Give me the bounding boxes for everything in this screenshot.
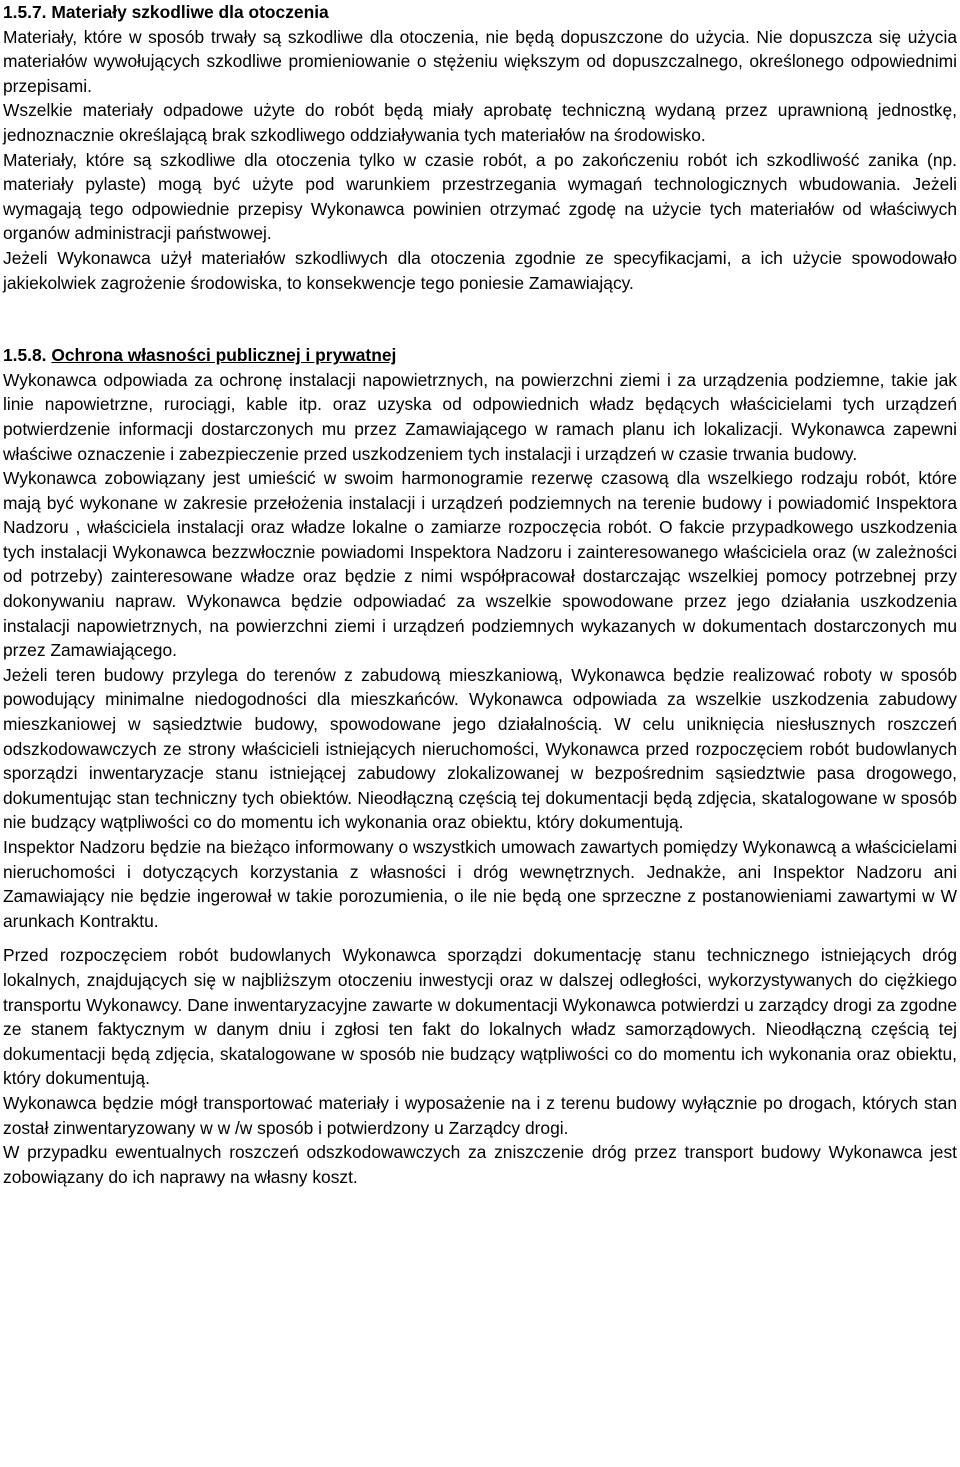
paragraph: Wykonawca zobowiązany jest umieścić w swoim harmonogramie rezerwę czasową dla wszelkiego rodzaju robót, które mają być wykonane w zakresie przełożenia instalacji i urządzeń podziemnych na terenie budowy i powiadomić Inspektora Nadzoru , właściciela instalacji oraz władze lokalne o zamiarze rozpoczęcia robót. O fakcie przypadkowego uszkodzenia tych instalacji Wykonawca bezzwłocznie powiadomi Inspektora Nadzoru i zainteresowanego właściciela oraz (w zależności od potrzeby) zainteresowane władze oraz będzie z nimi współpracował dostarczając wszelkiej pomocy potrzebnej przy dokonywaniu napraw. Wykonawca będzie odpowiadać za wszelkie spowodowane przez jego działania uszkodzenia instalacji napowietrznych, na powierzchni ziemi i urządzeń podziemnych wykazanych w dokumentach dostarczonych mu przez Zamawiającego. (3, 468, 957, 661)
section-1-5-7 (3, 0, 957, 295)
paragraph: Przed rozpoczęciem robót budowlanych Wykonawca sporządzi dokumentację stanu technicznego istniejących dróg lokalnych, znajdujących się w najbliższym otoczeniu inwestycji oraz w dalszej odległości, wykorzystywanych do ciężkiego transportu Wykonawcy. Dane inwentaryzacyjne zawarte w dokumentacji Wykonawca potwierdzi u zarządcy drogi za zgodne ze stanem faktycznym w danym dniu i zgłosi ten fakt do lokalnych władz samorządowych. Nieodłączną częścią tej dokumentacji będą zdjęcia, skatalogowane w sposób nie budzący wątpliwości co do momentu ich wykonania oraz obiektu, który dokumentują. (3, 945, 957, 1089)
paragraph: Jeżeli teren budowy przylega do terenów z zabudową mieszkaniową, Wykonawca będzie realizować roboty w sposób powodujący minimalne niedogodności dla mieszkańców. Wykonawca odpowiada za wszelkie uszkodzenia zabudowy mieszkaniowej w sąsiedztwie budowy, spowodowane jego działalnością. W celu uniknięcia niesłusznych roszczeń odszkodowawczych ze strony właścicieli istniejących nieruchomości, Wykonawca przed rozpoczęciem robót budowlanych sporządzi inwentaryzacje stanu istniejącej zabudowy zlokalizowanej w bezpośrednim sąsiedztwie pasa drogowego, dokumentując stan techniczny tych obiektów. Nieodłączną częścią tej dokumentacji będą zdjęcia, skatalogowane w sposób nie budzący wątpliwości co do momentu ich wykonania oraz obiektu, który dokumentują. (3, 664, 957, 833)
paragraph: W przypadku ewentualnych roszczeń odszkodowawczych za zniszczenie dróg przez transport budowy Wykonawca jest zobowiązany do ich naprawy na własny koszt. (3, 1142, 957, 1187)
paragraph-spacer (3, 933, 957, 943)
paragraph: Jeżeli Wykonawca użył materiałów szkodliwych dla otoczenia zgodnie ze specyfikacjami, a ich użycie spowodowało jakiekolwiek zagrożenie środowiska, to konsekwencje tego poniesie Zamawiający. (3, 247, 957, 293)
paragraph: Wykonawca będzie mógł transportować materiały i wyposażenie na i z terenu budowy wyłącznie po drogach, których stan został zinwentaryzowany w w /w sposób i potwierdzony u Zarządcy drogi. (3, 1092, 957, 1138)
section-heading (3, 343, 957, 368)
paragraph: Materiały, które w sposób trwały są szkodliwe dla otoczenia, nie będą dopuszczone do użycia. Nie dopuszcza się użycia materiałów wywołujących szkodliwe promieniowanie o stężeniu większym od dopuszczalnego, określonego odpowiednimi przepisami. (3, 26, 957, 96)
section-spacer (3, 295, 957, 343)
paragraph: Materiały, które są szkodliwe dla otoczenia tylko w czasie robót, a po zakończeniu robót ich szkodliwość zanika (np. materiały pylaste) mogą być użyte pod warunkiem przestrzegania wymagań technologicznych wbudowania. Jeżeli wymagają tego odpowiednie przepisy Wykonawca powinien otrzymać zgodę na użycie tych materiałów od właściwych organów administracji państwowej. (3, 149, 957, 244)
section-heading: 1.5.7. Materiały szkodliwe dla otoczenia (3, 2, 329, 22)
section-number: 1.5.8. (3, 345, 47, 366)
paragraph: Wykonawca odpowiada za ochronę instalacji napowietrznych, na powierzchni ziemi i za urządzenia podziemne, takie jak linie napowietrzne, rurociągi, kable itp. oraz uzyska od odpowiednich władz będących właścicielami tych urządzeń potwierdzenie informacji dostarczonych mu przez Zamawiającego w ramach planu ich lokalizacji. Wykonawca zapewni właściwe oznaczenie i zabezpieczenie przed uszkodzeniem tych instalacji i urządzeń w czasie trwania budowy. (3, 369, 957, 464)
section-1-5-8 (3, 343, 957, 1189)
paragraph: Wszelkie materiały odpadowe użyte do robót będą miały aprobatę techniczną wydaną przez uprawnioną jednostkę, jednoznacznie określającą brak szkodliwego oddziaływania tych materiałów na środowisko. (3, 100, 957, 145)
section-title: Ochrona własności publicznej i prywatnej (51, 345, 397, 366)
paragraph: Inspektor Nadzoru będzie na bieżąco informowany o wszystkich umowach zawartych pomiędzy Wykonawcą a właścicielami nieruchomości i dotyczących korzystania z własności i dróg wewnętrznych. Jednakże, ani Inspektor Nadzoru ani Zamawiający nie będzie ingerował w takie porozumienia, o ile nie będą one sprzeczne z postanowieniami zawartymi w W arunkach Kontraktu. (3, 837, 957, 931)
